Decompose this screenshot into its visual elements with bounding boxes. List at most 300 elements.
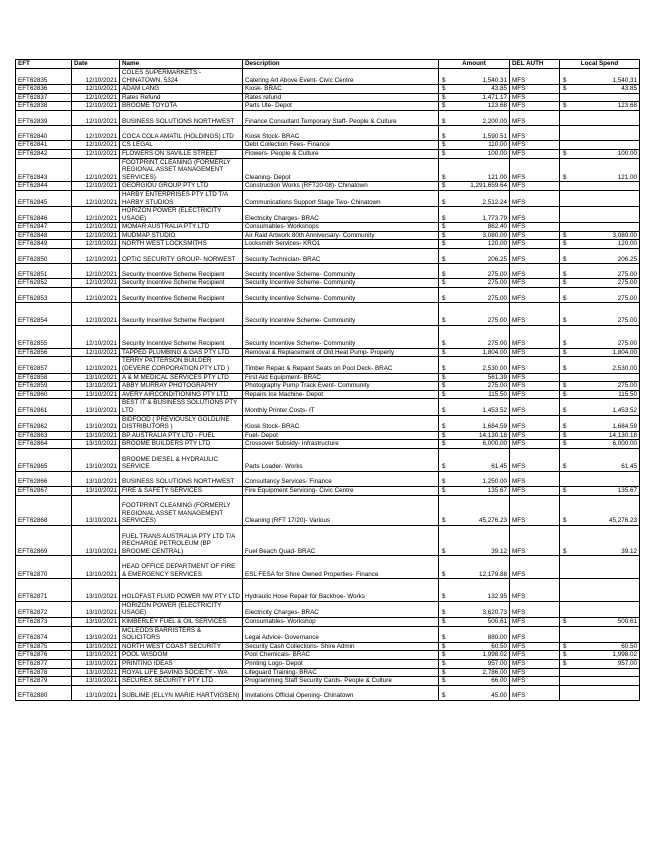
- del-auth-cell: MFS: [510, 618, 560, 627]
- currency-symbol: $: [563, 317, 567, 325]
- amount-cell-value: 1,291,659.64: [470, 182, 507, 190]
- name-cell: SUBLIME (ELLYN MARIE HARTVIGSEN): [120, 685, 243, 700]
- amount-cell: [439, 495, 510, 525]
- local-spend-cell-value: 45,276.23: [608, 517, 637, 525]
- table-row: [16, 149, 640, 158]
- name-cell: Security Incentive Scheme Recipient: [120, 326, 243, 349]
- del-auth-cell: MFS: [510, 390, 560, 399]
- table-row: [16, 440, 640, 449]
- amount-cell: [439, 85, 510, 94]
- eft-cell: EFT62870: [16, 556, 72, 579]
- date-cell: 12/10/2021: [72, 126, 120, 141]
- date-cell: 12/10/2021: [72, 326, 120, 349]
- eft-cell: EFT62851: [16, 264, 72, 279]
- table-row: [16, 69, 640, 85]
- table-row: [16, 373, 640, 382]
- amount-cell-value: 275.00: [487, 270, 507, 278]
- name-cell: HORIZON POWER (ELECTRICITY USAGE): [120, 207, 243, 223]
- amount-cell: [439, 486, 510, 495]
- currency-symbol: $: [442, 348, 446, 356]
- currency-symbol: $: [442, 132, 446, 140]
- description-cell: Timber Repair & Repaint Seats on Pool Deck- BRAC: [243, 357, 439, 373]
- amount-cell-value: 880.00: [487, 634, 507, 642]
- amount-cell: [439, 158, 510, 182]
- date-cell: 13/10/2021: [72, 601, 120, 617]
- del-auth-cell: MFS: [510, 651, 560, 660]
- local-spend-cell: [560, 382, 640, 391]
- table-row: [16, 288, 640, 303]
- date-cell: 12/10/2021: [72, 69, 120, 85]
- amount-cell-value: 123.68: [487, 102, 507, 110]
- amount-cell-value: 45,276.23: [478, 517, 507, 525]
- description-cell: Hydraulic Hose Repair for Backhoe- Works: [243, 579, 439, 602]
- table-row: [16, 525, 640, 555]
- description-cell: Kiosk Stock- BRAC: [243, 126, 439, 141]
- del-auth-cell: MFS: [510, 190, 560, 206]
- currency-symbol: $: [563, 423, 567, 431]
- date-cell: 13/10/2021: [72, 415, 120, 431]
- local-spend-cell-value: 60.50: [621, 642, 637, 650]
- local-spend-cell-value: 275.00: [617, 317, 637, 325]
- date-cell: 12/10/2021: [72, 357, 120, 373]
- eft-cell: EFT62873: [16, 618, 72, 627]
- description-cell: Security Incentive Scheme- Community: [243, 288, 439, 303]
- table-row: [16, 471, 640, 486]
- currency-symbol: $: [442, 270, 446, 278]
- eft-cell: EFT62849: [16, 240, 72, 249]
- local-spend-cell: [560, 525, 640, 555]
- local-spend-cell: [560, 303, 640, 326]
- currency-symbol: $: [442, 651, 446, 659]
- amount-cell-value: 1,684.59: [482, 423, 507, 431]
- header-amount: Amount: [439, 60, 510, 69]
- currency-symbol: $: [563, 390, 567, 398]
- currency-symbol: $: [442, 486, 446, 494]
- del-auth-cell: MFS: [510, 85, 560, 94]
- local-spend-cell: [560, 448, 640, 471]
- table-row: [16, 399, 640, 415]
- table-row: [16, 240, 640, 249]
- del-auth-cell: MFS: [510, 579, 560, 602]
- local-spend-cell: [560, 326, 640, 349]
- local-spend-cell: [560, 240, 640, 249]
- del-auth-cell: MFS: [510, 182, 560, 191]
- eft-cell: EFT62874: [16, 626, 72, 642]
- currency-symbol: $: [442, 149, 446, 157]
- eft-cell: EFT62863: [16, 431, 72, 440]
- amount-cell-value: 1,471.17: [482, 93, 507, 101]
- local-spend-cell: [560, 668, 640, 677]
- amount-cell: [439, 357, 510, 373]
- currency-symbol: $: [563, 294, 567, 302]
- currency-symbol: $: [563, 365, 567, 372]
- local-spend-cell: [560, 231, 640, 240]
- description-cell: Programming Staff Security Cards- People & Culture: [243, 677, 439, 686]
- local-spend-cell: [560, 373, 640, 382]
- date-cell: 12/10/2021: [72, 249, 120, 264]
- description-cell: Air Raid Artwork 80th Anniversary- Community: [243, 231, 439, 240]
- description-cell: Fuel Beach Quad- BRAC: [243, 525, 439, 555]
- del-auth-cell: MFS: [510, 231, 560, 240]
- name-cell: Security Incentive Scheme Recipient: [120, 288, 243, 303]
- local-spend-cell-value: 275.00: [617, 340, 637, 348]
- local-spend-cell: [560, 182, 640, 191]
- date-cell: 13/10/2021: [72, 651, 120, 660]
- description-cell: Kiosk Stock- BRAC: [243, 415, 439, 431]
- table-row: [16, 495, 640, 525]
- currency-symbol: $: [563, 547, 567, 555]
- amount-cell: [439, 660, 510, 669]
- name-cell: MOMAR AUSTRALIA PTY LTD: [120, 223, 243, 232]
- eft-cell: EFT62860: [16, 390, 72, 399]
- date-cell: 12/10/2021: [72, 279, 120, 288]
- description-cell: Kiosk- BRAC: [243, 85, 439, 94]
- payments-table: [15, 59, 640, 701]
- amount-cell-value: 43.85: [491, 85, 507, 93]
- description-cell: Printing Logo- Depot: [243, 660, 439, 669]
- del-auth-cell: MFS: [510, 264, 560, 279]
- table-row: [16, 642, 640, 651]
- table-row: [16, 390, 640, 399]
- currency-symbol: $: [442, 198, 446, 206]
- description-cell: Invitations Official Opening- Chinatown: [243, 685, 439, 700]
- amount-cell: [439, 303, 510, 326]
- amount-cell: [439, 525, 510, 555]
- local-spend-cell-value: 957.00: [617, 660, 637, 668]
- table-row: [16, 448, 640, 471]
- currency-symbol: $: [442, 240, 446, 248]
- description-cell: Debt Collection Fees- Finance: [243, 141, 439, 150]
- currency-symbol: $: [442, 478, 446, 486]
- eft-cell: EFT62872: [16, 601, 72, 617]
- local-spend-cell: [560, 415, 640, 431]
- eft-cell: EFT62852: [16, 279, 72, 288]
- del-auth-cell: MFS: [510, 93, 560, 102]
- currency-symbol: $: [563, 651, 567, 659]
- amount-cell: [439, 431, 510, 440]
- currency-symbol: $: [442, 677, 446, 685]
- amount-cell-value: 1,540.31: [482, 76, 507, 84]
- amount-cell-value: 14,130.18: [478, 431, 507, 439]
- date-cell: 12/10/2021: [72, 348, 120, 357]
- description-cell: Electricity Charges- BRAC: [243, 601, 439, 617]
- description-cell: Parts Ute- Depot: [243, 102, 439, 111]
- currency-symbol: $: [442, 440, 446, 448]
- currency-symbol: $: [442, 463, 446, 471]
- currency-symbol: $: [442, 255, 446, 263]
- amount-cell-value: 66.00: [491, 677, 507, 685]
- local-spend-cell: [560, 471, 640, 486]
- amount-cell-value: 1,590.51: [482, 132, 507, 140]
- amount-cell-value: 500.61: [487, 618, 507, 626]
- del-auth-cell: MFS: [510, 223, 560, 232]
- name-cell: MCLEODS BARRISTERS & SOLICITORS: [120, 626, 243, 642]
- description-cell: Rates refund: [243, 93, 439, 102]
- date-cell: 13/10/2021: [72, 399, 120, 415]
- del-auth-cell: MFS: [510, 348, 560, 357]
- date-cell: 13/10/2021: [72, 668, 120, 677]
- local-spend-cell-value: 275.00: [617, 294, 637, 302]
- amount-cell: [439, 399, 510, 415]
- description-cell: Security Incentive Scheme- Community: [243, 326, 439, 349]
- name-cell: FUEL TRANS AUSTRALIA PTY LTD T/A RECHARGE PETROLEUM (BP BROOME CENTRAL): [120, 525, 243, 555]
- description-cell: Fire Equipment Servicing- Civic Centre: [243, 486, 439, 495]
- currency-symbol: $: [442, 117, 446, 125]
- local-spend-cell: [560, 440, 640, 449]
- local-spend-cell: [560, 288, 640, 303]
- description-cell: Lifeguard Training- BRAC: [243, 668, 439, 677]
- date-cell: 12/10/2021: [72, 110, 120, 125]
- currency-symbol: $: [563, 486, 567, 494]
- name-cell: MUDMAP STUDIO: [120, 231, 243, 240]
- currency-symbol: $: [442, 423, 446, 431]
- eft-cell: EFT62865: [16, 448, 72, 471]
- eft-cell: EFT62879: [16, 677, 72, 686]
- amount-cell-value: 1,453.52: [482, 406, 507, 414]
- amount-cell-value: 60.50: [491, 642, 507, 650]
- description-cell: Security Cash Collections- Shire Admin: [243, 642, 439, 651]
- currency-symbol: $: [442, 406, 446, 414]
- amount-cell-value: 1,804.00: [482, 348, 507, 356]
- date-cell: 13/10/2021: [72, 390, 120, 399]
- currency-symbol: $: [563, 279, 567, 287]
- description-cell: Removal & Replacement of Old Heat Pump- Property: [243, 348, 439, 357]
- description-cell: Photography Pump Track Event- Community: [243, 382, 439, 391]
- amount-cell: [439, 382, 510, 391]
- date-cell: 13/10/2021: [72, 431, 120, 440]
- currency-symbol: $: [563, 660, 567, 668]
- local-spend-cell: [560, 357, 640, 373]
- currency-symbol: $: [442, 340, 446, 348]
- eft-cell: EFT62835: [16, 69, 72, 85]
- del-auth-cell: MFS: [510, 495, 560, 525]
- table-row: [16, 93, 640, 102]
- local-spend-cell: [560, 102, 640, 111]
- local-spend-cell: [560, 149, 640, 158]
- amount-cell: [439, 102, 510, 111]
- description-cell: Cleaning (RFT 17/20)- Various: [243, 495, 439, 525]
- eft-cell: EFT62836: [16, 85, 72, 94]
- del-auth-cell: MFS: [510, 399, 560, 415]
- local-spend-cell-value: 1,453.52: [612, 406, 637, 414]
- amount-cell-value: 6,000.00: [482, 440, 507, 448]
- eft-cell: EFT62856: [16, 348, 72, 357]
- amount-cell: [439, 249, 510, 264]
- description-cell: Fuel- Depot: [243, 431, 439, 440]
- eft-cell: EFT62841: [16, 141, 72, 150]
- amount-cell: [439, 207, 510, 223]
- amount-cell-value: 115.50: [488, 390, 507, 398]
- amount-cell: [439, 626, 510, 642]
- currency-symbol: $: [442, 231, 446, 239]
- header-row: [16, 60, 640, 69]
- local-spend-cell: [560, 495, 640, 525]
- name-cell: FOOTPRINT CLEANING (FORMERLY REGIONAL ASSET MANAGEMENT SERVICES): [120, 495, 243, 525]
- amount-cell: [439, 440, 510, 449]
- name-cell: ADAM LANG: [120, 85, 243, 94]
- local-spend-cell-value: 275.00: [617, 382, 637, 390]
- description-cell: Crossover Subsidy- Infrastructure: [243, 440, 439, 449]
- currency-symbol: $: [563, 642, 567, 650]
- currency-symbol: $: [442, 517, 446, 525]
- table-row: [16, 556, 640, 579]
- currency-symbol: $: [563, 231, 567, 239]
- currency-symbol: $: [563, 255, 567, 263]
- date-cell: 13/10/2021: [72, 685, 120, 700]
- currency-symbol: $: [442, 141, 446, 149]
- name-cell: COLES SUPERMARKETS - CHINATOWN, 5324: [120, 69, 243, 85]
- name-cell: FIRE & SAFETY SERVICES: [120, 486, 243, 495]
- eft-cell: EFT62862: [16, 415, 72, 431]
- local-spend-cell-value: 275.00: [617, 279, 637, 287]
- currency-symbol: $: [442, 609, 446, 617]
- currency-symbol: $: [563, 463, 567, 471]
- amount-cell: [439, 471, 510, 486]
- table-row: [16, 158, 640, 182]
- amount-cell: [439, 110, 510, 125]
- table-row: [16, 601, 640, 617]
- local-spend-cell: [560, 651, 640, 660]
- del-auth-cell: MFS: [510, 110, 560, 125]
- del-auth-cell: MFS: [510, 249, 560, 264]
- local-spend-cell: [560, 399, 640, 415]
- description-cell: Finance Consultant Temporary Staff- People & Culture: [243, 110, 439, 125]
- date-cell: 13/10/2021: [72, 618, 120, 627]
- local-spend-cell: [560, 110, 640, 125]
- amount-cell: [439, 556, 510, 579]
- amount-cell-value: 1,998.02: [482, 651, 507, 659]
- date-cell: 12/10/2021: [72, 264, 120, 279]
- amount-cell-value: 100.00: [487, 149, 507, 157]
- currency-symbol: $: [563, 431, 567, 439]
- del-auth-cell: MFS: [510, 303, 560, 326]
- amount-cell-value: 120.00: [487, 240, 507, 248]
- table-row: [16, 182, 640, 191]
- date-cell: 13/10/2021: [72, 440, 120, 449]
- amount-cell-value: 275.00: [487, 279, 507, 287]
- header-name: Name: [120, 60, 243, 69]
- local-spend-cell: [560, 190, 640, 206]
- table-row: [16, 326, 640, 349]
- date-cell: 13/10/2021: [72, 471, 120, 486]
- date-cell: 13/10/2021: [72, 486, 120, 495]
- local-spend-cell-value: 500.61: [617, 618, 637, 626]
- amount-cell: [439, 348, 510, 357]
- amount-cell-value: 12,179.88: [478, 570, 507, 578]
- amount-cell: [439, 223, 510, 232]
- currency-symbol: $: [442, 85, 446, 93]
- date-cell: 12/10/2021: [72, 240, 120, 249]
- amount-cell: [439, 141, 510, 150]
- name-cell: BUSINESS SOLUTIONS NORTHWEST: [120, 110, 243, 125]
- currency-symbol: $: [563, 76, 567, 84]
- description-cell: Pool Chemicals- BRAC: [243, 651, 439, 660]
- amount-cell-value: 2,200.00: [482, 117, 507, 125]
- amount-cell: [439, 390, 510, 399]
- amount-cell-value: 2,512.24: [482, 198, 507, 206]
- local-spend-cell-value: 6,000.00: [612, 440, 637, 448]
- currency-symbol: $: [563, 440, 567, 448]
- amount-cell: [439, 93, 510, 102]
- amount-cell: [439, 69, 510, 85]
- currency-symbol: $: [442, 317, 446, 325]
- del-auth-cell: MFS: [510, 382, 560, 391]
- currency-symbol: $: [442, 642, 446, 650]
- header-del-auth: DEL AUTH: [510, 60, 560, 69]
- name-cell: HEAD OFFICE DEPARTMENT OF FIRE & EMERGENCY SERVICES: [120, 556, 243, 579]
- name-cell: SECUREX SECURITY PTY LTD: [120, 677, 243, 686]
- amount-cell: [439, 126, 510, 141]
- currency-symbol: $: [442, 173, 446, 181]
- description-cell: Consumables- Workshop: [243, 618, 439, 627]
- currency-symbol: $: [442, 382, 446, 390]
- date-cell: 12/10/2021: [72, 93, 120, 102]
- del-auth-cell: MFS: [510, 448, 560, 471]
- name-cell: TAPPED PLUMBING & GAS PTY LTD: [120, 348, 243, 357]
- amount-cell: [439, 326, 510, 349]
- eft-cell: EFT62877: [16, 660, 72, 669]
- amount-cell-value: 1,250.00: [482, 478, 507, 486]
- table-row: [16, 357, 640, 373]
- eft-cell: EFT62845: [16, 190, 72, 206]
- local-spend-cell: [560, 279, 640, 288]
- amount-cell-value: 61.45: [491, 463, 507, 471]
- local-spend-cell: [560, 207, 640, 223]
- del-auth-cell: MFS: [510, 685, 560, 700]
- currency-symbol: $: [442, 618, 446, 626]
- local-spend-cell-value: 1,684.59: [612, 423, 637, 431]
- name-cell: FLOWERS ON SAVILLE STREET: [120, 149, 243, 158]
- name-cell: BP AUSTRALIA PTY LTD - FUEL: [120, 431, 243, 440]
- table-row: [16, 677, 640, 686]
- table-row: [16, 431, 640, 440]
- amount-cell: [439, 190, 510, 206]
- del-auth-cell: MFS: [510, 486, 560, 495]
- local-spend-cell: [560, 85, 640, 94]
- table-row: [16, 141, 640, 150]
- name-cell: FOOTPRINT CLEANING (FORMERLY REGIONAL ASSET MANAGEMENT SERVICES): [120, 158, 243, 182]
- name-cell: Rates Refund: [120, 93, 243, 102]
- local-spend-cell-value: 275.00: [617, 270, 637, 278]
- date-cell: 12/10/2021: [72, 190, 120, 206]
- eft-cell: EFT62854: [16, 303, 72, 326]
- local-spend-cell: [560, 660, 640, 669]
- local-spend-cell: [560, 249, 640, 264]
- amount-cell-value: 39.12: [491, 547, 507, 555]
- amount-cell-value: 121.00: [487, 173, 507, 181]
- del-auth-cell: MFS: [510, 415, 560, 431]
- date-cell: 13/10/2021: [72, 556, 120, 579]
- amount-cell-value: 206.25: [487, 255, 507, 263]
- eft-cell: EFT62840: [16, 126, 72, 141]
- name-cell: NORTH WEST COAST SECURITY: [120, 642, 243, 651]
- amount-cell-value: 957.00: [487, 660, 507, 668]
- amount-cell-value: 275.00: [487, 317, 507, 325]
- local-spend-cell-value: 135.67: [617, 486, 637, 494]
- del-auth-cell: MFS: [510, 126, 560, 141]
- table-row: [16, 303, 640, 326]
- description-cell: Catering Art Above Event- Civic Centre: [243, 69, 439, 85]
- date-cell: 13/10/2021: [72, 579, 120, 602]
- local-spend-cell: [560, 126, 640, 141]
- table-row: [16, 486, 640, 495]
- name-cell: GEORGIOU GROUP PTY LTD: [120, 182, 243, 191]
- name-cell: BROOME BUILDERS PTY LTD: [120, 440, 243, 449]
- name-cell: Security Incentive Scheme Recipient: [120, 279, 243, 288]
- description-cell: Security Incentive Scheme- Community: [243, 279, 439, 288]
- local-spend-cell: [560, 69, 640, 85]
- name-cell: Security Incentive Scheme Recipient: [120, 303, 243, 326]
